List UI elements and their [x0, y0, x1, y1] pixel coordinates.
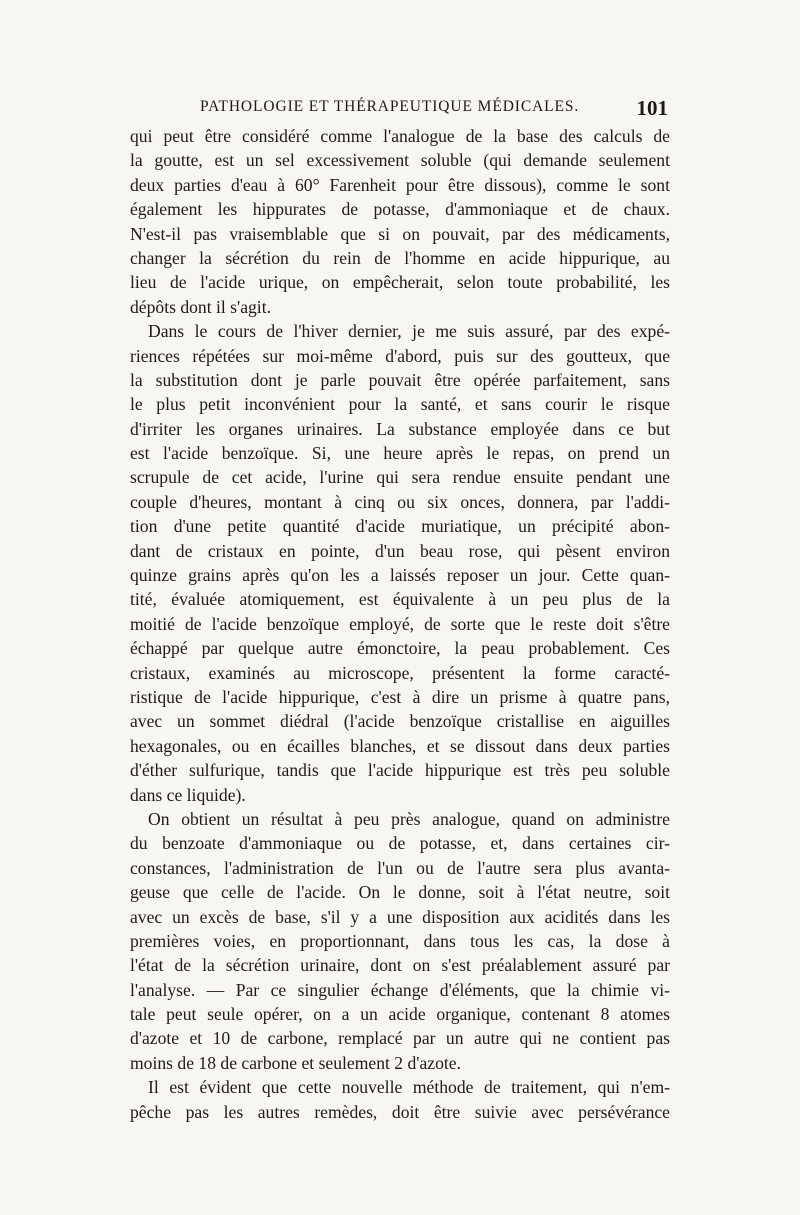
text-line: l'analyse. — Par ce singulier échange d'éléments, que la chimie vi-: [130, 979, 670, 1000]
text-line: dépôts dont il s'agit.: [130, 296, 271, 317]
text-line: le plus petit inconvénient pour la santé, et sans courir le risque: [130, 394, 670, 415]
text-line: geuse que celle de l'acide. On le donne, soit à l'état neutre, soit: [130, 882, 670, 903]
text-line: échappé par quelque autre émonctoire, la peau probablement. Ces: [130, 638, 670, 659]
text-line: riences répétées sur moi-même d'abord, puis sur des goutteux, que: [130, 345, 670, 366]
text-line: couple d'heures, montant à cinq ou six onces, donnera, par l'addi-: [130, 491, 670, 512]
paragraph: [130, 124, 670, 319]
text-line: du benzoate d'ammoniaque ou de potasse, et, dans certaines cir-: [130, 833, 670, 854]
running-title: PATHOLOGIE ET THÉRAPEUTIQUE MÉDICALES.: [200, 98, 580, 115]
text-line: hexagonales, ou en écailles blanches, et se dissout dans deux parties: [130, 735, 670, 756]
paragraph: [130, 1075, 670, 1124]
text-line: scrupule de cet acide, l'urine qui sera rendue ensuite pendant une: [130, 467, 670, 488]
page-number: 101: [636, 96, 668, 120]
text-line: pêche pas les autres remèdes, doit être suivie avec persévérance: [130, 1101, 670, 1122]
text-line: moitié de l'acide benzoïque employé, de sorte que le reste doit s'être: [130, 613, 670, 634]
text-line: quinze grains après qu'on les a laissés reposer un jour. Cette quan-: [130, 565, 670, 586]
text-line: la goutte, est un sel excessivement soluble (qui demande seulement: [130, 150, 670, 171]
text-line: moins de 18 de carbone et seulement 2 d'azote.: [130, 1052, 461, 1073]
text-line: premières voies, en proportionnant, dans tous les cas, la dose à: [130, 930, 670, 951]
text-line: est l'acide benzoïque. Si, une heure après le repas, on prend un: [130, 443, 670, 464]
text-line: d'irriter les organes urinaires. La substance employée dans ce but: [130, 418, 670, 439]
text-line: constances, l'administration de l'un ou de l'autre sera plus avanta-: [130, 857, 670, 878]
text-line: la substitution dont je parle pouvait être opérée parfaitement, sans: [130, 369, 670, 390]
page-header: [130, 96, 668, 120]
text-line: lieu de l'acide urique, on empêcherait, selon toute probabilité, les: [130, 272, 670, 293]
text-line: qui peut être considéré comme l'analogue de la base des calculs de: [130, 126, 670, 146]
text-line: Dans le cours de l'hiver dernier, je me suis assuré, par des expé-: [148, 321, 670, 342]
text-line: tale peut seule opérer, on a un acide organique, contenant 8 atomes: [130, 1004, 670, 1025]
text-line: également les hippurates de potasse, d'ammoniaque et de chaux.: [130, 199, 670, 220]
text-line: changer la sécrétion du rein de l'homme en acide hippurique, au: [130, 247, 670, 268]
paragraph: [130, 319, 670, 807]
text-line: dant de cristaux en pointe, d'un beau rose, qui pèsent environ: [130, 540, 670, 561]
body-text: [130, 124, 670, 1124]
text-line: avec un sommet diédral (l'acide benzoïque cristallise en aiguilles: [130, 711, 670, 732]
text-line: On obtient un résultat à peu près analogue, quand on administre: [148, 808, 670, 829]
text-line: ristique de l'acide hippurique, c'est à dire un prisme à quatre pans,: [130, 686, 670, 707]
text-line: deux parties d'eau à 60° Farenheit pour être dissous), comme le sont: [130, 174, 670, 195]
text-line: tité, évaluée atomiquement, est équivalente à un peu plus de la: [130, 589, 670, 610]
text-line: d'azote et 10 de carbone, remplacé par un autre qui ne contient pas: [130, 1028, 670, 1049]
text-line: l'état de la sécrétion urinaire, dont on s'est préalablement assuré par: [130, 955, 670, 976]
text-line: avec un excès de base, s'il y a une disposition aux acidités dans les: [130, 906, 670, 927]
text-line: Il est évident que cette nouvelle méthode de traitement, qui n'em-: [148, 1077, 670, 1098]
text-line: cristaux, examinés au microscope, présentent la forme caracté-: [130, 662, 670, 683]
text-line: dans ce liquide).: [130, 784, 246, 805]
paragraph: [130, 807, 670, 1075]
text-line: N'est-il pas vraisemblable que si on pouvait, par des médicaments,: [130, 223, 670, 244]
text-line: tion d'une petite quantité d'acide muriatique, un précipité abon-: [130, 516, 670, 537]
text-line: d'éther sulfurique, tandis que l'acide hippurique est très peu soluble: [130, 760, 670, 781]
